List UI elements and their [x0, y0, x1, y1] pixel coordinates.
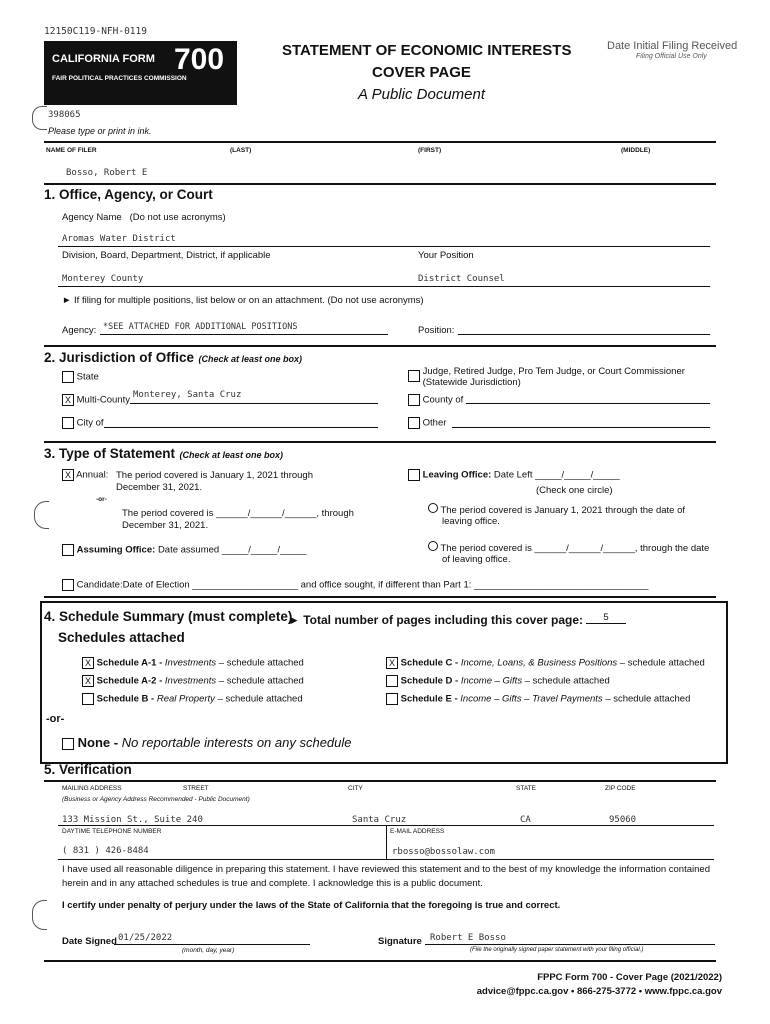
leaving-opt2-radio[interactable] [428, 541, 438, 551]
leaving-opt1-radio[interactable] [428, 503, 438, 513]
state-label: STATE [516, 785, 536, 792]
your-position-label: Your Position [418, 250, 474, 261]
candidate-option[interactable]: Candidate:Date of Election ____________________ and office sought, if different than Part 1: _________________________________ [62, 579, 648, 591]
total-pages-value[interactable]: 5 [586, 612, 626, 624]
position-value[interactable]: District Counsel [418, 274, 505, 284]
street-value[interactable]: 133 Mission St., Suite 240 [62, 815, 203, 825]
section3-heading-row [44, 445, 283, 463]
section5-heading: 5. Verification [44, 762, 132, 777]
filer-name[interactable]: Bosso, Robert E [66, 168, 148, 178]
zip-label: ZIP CODE [605, 785, 636, 792]
other-field[interactable] [452, 427, 710, 428]
diligence-statement-1: I have used all reasonable diligence in preparing this statement. I have reviewed this statement and to the best of my knowledge the information contained [62, 864, 710, 875]
state-checkbox[interactable] [62, 371, 74, 383]
name-of-filer-label: NAME OF FILER [46, 147, 97, 154]
filing-received-label: Date Initial Filing Received [607, 40, 738, 52]
agency2-value[interactable]: *SEE ATTACHED FOR ADDITIONAL POSITIONS [103, 322, 298, 332]
schedule-c[interactable]: X Schedule C - Income, Loans, & Business Positions – schedule attached [386, 657, 705, 669]
divider [44, 141, 716, 143]
assuming-checkbox[interactable] [62, 544, 74, 556]
judge-checkbox[interactable] [408, 370, 420, 382]
field-line [100, 334, 388, 335]
total-pages-label: ► Total number of pages including this cover page: [288, 613, 584, 627]
agency-name-value[interactable]: Aromas Water District [62, 234, 176, 244]
mailing-address-label: MAILING ADDRESS [62, 785, 122, 792]
middle-label: (MIDDLE) [621, 147, 651, 154]
section3-heading: 3. Type of Statement [44, 446, 176, 461]
binder-hole-3 [32, 900, 47, 930]
schedules-attached-label: Schedules attached [58, 630, 185, 645]
signature-label: Signature [378, 936, 422, 947]
leaving-opt2c: of leaving office. [442, 554, 511, 565]
diligence-statement-2: herein and in any attached schedules is true and complete. I acknowledge this is a public document. [62, 878, 483, 889]
multiple-positions-note: ► If filing for multiple positions, list below or on an attachment. (Do not use acronyms) [62, 295, 424, 306]
division-value[interactable]: Monterey County [62, 274, 144, 284]
city-value[interactable]: Santa Cruz [352, 815, 407, 825]
agency-name-label: Agency Name (Do not use acronyms) [62, 212, 226, 223]
section4-heading: 4. Schedule Summary (must complete) [44, 609, 293, 624]
section1-heading: 1. Office, Agency, or Court [44, 187, 213, 202]
title-line2: COVER PAGE [372, 64, 471, 81]
zip-value[interactable]: 95060 [609, 815, 637, 825]
divider [44, 596, 716, 598]
title-line3: A Public Document [358, 86, 486, 103]
schedule-e-checkbox[interactable] [386, 693, 398, 705]
leaving-opt1[interactable]: The period covered is January 1, 2021 through the date of [428, 503, 685, 516]
annual-text1: The period covered is January 1, 2021 through [116, 470, 313, 481]
city-checkbox[interactable] [62, 417, 74, 429]
divider [44, 960, 716, 962]
judge-option[interactable]: Judge, Retired Judge, Pro Tem Judge, or Court Commissioner (Statewide Jurisdiction) [408, 366, 685, 388]
field-line [114, 944, 310, 945]
stamp-number: 398065 [48, 110, 81, 120]
annual-checkbox[interactable]: X [62, 469, 74, 481]
email-label: E-MAIL ADDRESS [390, 828, 445, 835]
schedule-e[interactable]: Schedule E - Income – Gifts – Travel Payments – schedule attached [386, 693, 690, 705]
annual-or: -or- [96, 496, 107, 503]
field-line [58, 859, 714, 860]
period-text1: The period covered is ______/______/______, through [122, 508, 354, 519]
form-number: 700 [174, 43, 225, 76]
email-value[interactable]: rbosso@bossolaw.com [392, 847, 495, 857]
divider [44, 780, 716, 782]
signature-note: (File the originally signed paper statement with your filing official.) [470, 947, 644, 953]
annual-option[interactable]: X Annual: [62, 469, 108, 481]
state-value[interactable]: CA [520, 815, 531, 825]
instructions: Please type or print in ink. [48, 126, 152, 136]
city-field[interactable] [104, 427, 378, 428]
city-of-option[interactable]: City of [62, 417, 104, 429]
county-of-option[interactable]: County of [408, 394, 463, 406]
section2-heading-row [44, 349, 302, 367]
title-line1: STATEMENT OF ECONOMIC INTERESTS [282, 42, 572, 59]
section2-heading: 2. Jurisdiction of Office [44, 350, 195, 365]
schedule-b[interactable]: Schedule B - Real Property – schedule attached [82, 693, 303, 705]
fppc-label: FAIR POLITICAL PRACTICES COMMISSION [52, 75, 187, 82]
assuming-office-option[interactable]: Assuming Office: Date assumed _____/_____/_____ [62, 544, 306, 556]
multi-county-checkbox[interactable]: X [62, 394, 74, 406]
schedule-d-checkbox[interactable] [386, 675, 398, 687]
footer-form-id: FPPC Form 700 - Cover Page (2021/2022) [537, 972, 722, 983]
candidate-checkbox[interactable] [62, 579, 74, 591]
schedule-a2[interactable]: X Schedule A-2 - Investments – schedule attached [82, 675, 304, 687]
state-option[interactable]: State [62, 371, 99, 383]
section4-or: -or- [46, 713, 65, 725]
footer-contact: advice@fppc.ca.gov • 866-275-3772 • www.fppc.ca.gov [476, 986, 722, 997]
form-badge [44, 41, 237, 105]
schedule-a1-checkbox[interactable]: X [82, 657, 94, 669]
field-line [58, 286, 710, 287]
leaving-opt2[interactable]: The period covered is ______/______/______, through the date [428, 541, 709, 554]
form-badge-title: CALIFORNIA FORM [52, 53, 155, 65]
address-note: (Business or Agency Address Recommended - Public Document) [62, 796, 250, 803]
document-id: 12150C119-NFH-0119 [44, 26, 147, 37]
annual-text2: December 31, 2021. [116, 482, 203, 493]
schedule-a2-checkbox[interactable]: X [82, 675, 94, 687]
divider [44, 345, 716, 347]
schedule-a1[interactable]: X Schedule A-1 - Investments – schedule attached [82, 657, 304, 669]
multi-county-value[interactable]: Monterey, Santa Cruz [133, 390, 242, 400]
schedule-d[interactable]: Schedule D - Income – Gifts – schedule attached [386, 675, 610, 687]
field-line [425, 944, 715, 945]
signature-value[interactable]: Robert E Bosso [430, 933, 506, 943]
binder-hole-1 [32, 106, 47, 130]
city-label: CITY [348, 785, 363, 792]
schedule-b-checkbox[interactable] [82, 693, 94, 705]
certify-statement: I certify under penalty of perjury under the laws of the State of California that the foregoing is true and correct. [62, 900, 561, 911]
date-format-hint: (month, day, year) [182, 947, 235, 954]
county-checkbox[interactable] [408, 394, 420, 406]
leaving-checkbox[interactable] [408, 469, 420, 481]
first-label: (FIRST) [418, 147, 442, 154]
multi-county-option[interactable]: X Multi-County [62, 394, 130, 406]
field-line [58, 246, 710, 247]
section2-note: (Check at least one box) [198, 354, 303, 364]
phone-label: DAYTIME TELEPHONE NUMBER [62, 828, 162, 835]
other-option[interactable]: Other [408, 417, 446, 429]
none-checkbox[interactable] [62, 738, 74, 750]
division-label: Division, Board, Department, District, if applicable [62, 250, 271, 261]
agency2-label: Agency: [62, 325, 97, 336]
leaving-opt1b: leaving office. [442, 516, 500, 527]
position2-label: Position: [418, 325, 455, 336]
section3-note: (Check at least one box) [179, 450, 284, 460]
none-option[interactable]: None - No reportable interests on any schedule [62, 735, 352, 750]
leaving-office-option[interactable]: Leaving Office: Date Left _____/_____/_____ [408, 469, 620, 481]
field-line [130, 403, 378, 404]
other-checkbox[interactable] [408, 417, 420, 429]
check-one-circle: (Check one circle) [536, 485, 613, 496]
divider [44, 183, 716, 185]
date-signed-label: Date Signed [62, 936, 117, 947]
county-field[interactable] [466, 403, 710, 404]
filing-official-label: Filing Official Use Only [636, 53, 707, 60]
schedule-c-checkbox[interactable]: X [386, 657, 398, 669]
last-label: (LAST) [230, 147, 252, 154]
phone-value[interactable]: ( 831 ) 426-8484 [62, 846, 149, 856]
field-divider [386, 826, 387, 860]
binder-hole-2 [34, 501, 49, 529]
position2-field[interactable] [458, 334, 710, 335]
date-signed-value[interactable]: 01/25/2022 [118, 933, 173, 943]
divider [44, 441, 716, 443]
street-label: STREET [183, 785, 209, 792]
period-text2: December 31, 2021. [122, 520, 209, 531]
